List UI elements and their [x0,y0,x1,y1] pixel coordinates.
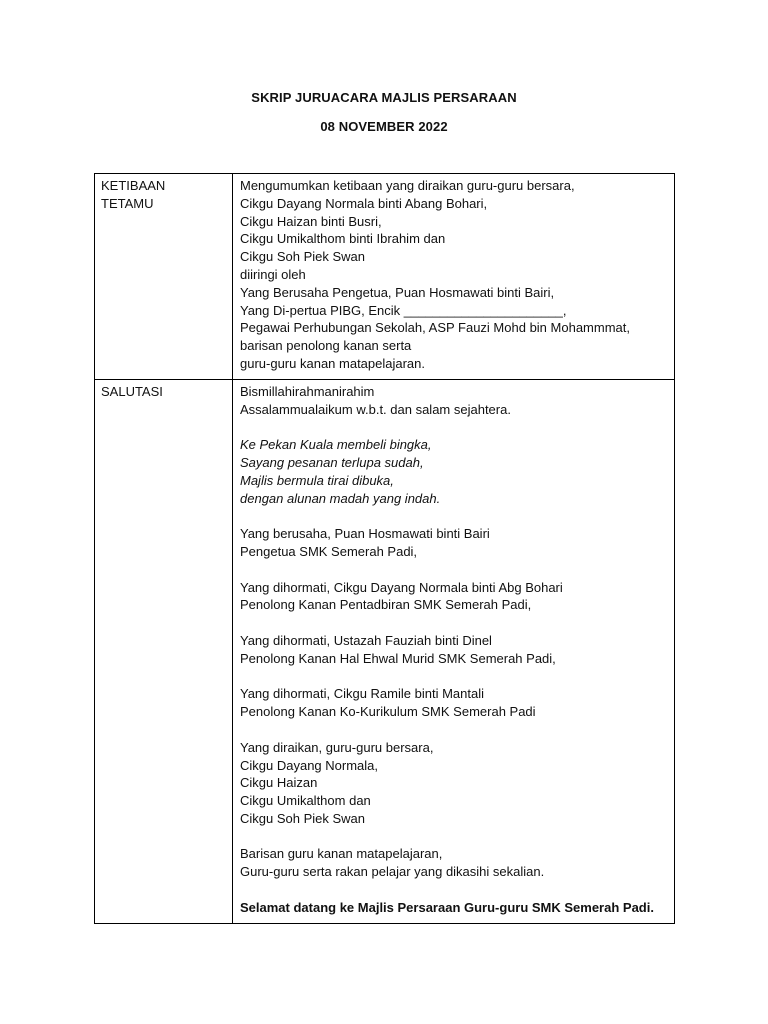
salutation-line: Guru-guru serta rakan pelajar yang dikasihi sekalian. [240,864,545,880]
salutation-line: Yang berusaha, Puan Hosmawati binti Bairi [240,526,490,542]
script-line: Cikgu Soh Piek Swan [240,249,366,265]
greeting-line: Bismillahirahmanirahim [240,383,375,399]
script-line: Mengumumkan ketibaan yang diraikan guru-guru bersara, [240,178,575,193]
table-row-ketibaan-tetamu [95,174,675,380]
salutation-line: Yang diraikan, guru-guru bersara, [240,739,434,755]
section-label-cell [95,174,233,380]
section-body-cell [233,174,675,380]
script-line: diiringi oleh [240,266,306,282]
salutation-line: Penolong Kanan Ko-Kurikulum SMK Semerah Padi [240,704,536,720]
document-date: 08 NOVEMBER 2022 [320,119,448,134]
salutation-line: Yang dihormati, Cikgu Ramile binti Mantali [240,686,484,702]
salutation-line: Cikgu Haizan [240,775,318,791]
paragraph-gap [240,418,669,436]
greeting-line: Assalammualaikum w.b.t. dan salam sejahtera. [240,401,511,417]
script-line: Pegawai Perhubungan Sekolah, ASP Fauzi Mohd bin Mohammmat, [240,320,630,336]
pantun-line: dengan alunan madah yang indah. [240,490,441,506]
paragraph-gap [240,561,669,579]
section-label-line: SALUTASI [101,383,163,399]
salutation-line: Yang dihormati, Cikgu Dayang Normala binti Abg Bohari [240,579,563,595]
script-line: Yang Berusaha Pengetua, Puan Hosmawati binti Bairi, [240,284,555,300]
salutation-line: Cikgu Dayang Normala, [240,757,379,773]
section-body-cell [233,379,675,923]
script-line: barisan penolong kanan serta [240,338,412,354]
pantun-line: Sayang pesanan terlupa sudah, [240,454,424,470]
pantun-line: Ke Pekan Kuala membeli bingka, [240,437,432,453]
script-line: guru-guru kanan matapelajaran. [240,355,426,371]
script-line: Cikgu Dayang Normala binti Abang Bohari, [240,195,488,211]
salutation-line: Yang dihormati, Ustazah Fauziah binti Dinel [240,632,492,648]
salutation-line: Pengetua SMK Semerah Padi, [240,543,418,559]
script-line: Cikgu Umikalthom binti Ibrahim dan [240,231,446,247]
salutation-line: Cikgu Soh Piek Swan [240,810,366,826]
section-label-line: KETIBAAN [101,178,166,193]
paragraph-gap [240,828,669,846]
salutation-line: Penolong Kanan Hal Ehwal Murid SMK Semerah Padi, [240,650,556,666]
salutation-line: Barisan guru kanan matapelajaran, [240,846,443,862]
closing-line: Selamat datang ke Majlis Persaraan Guru-guru SMK Semerah Padi. [240,899,654,915]
salutation-line: Penolong Kanan Pentadbiran SMK Semerah Padi, [240,597,532,613]
paragraph-gap [240,881,669,899]
paragraph-gap [240,668,669,686]
script-table [94,173,675,924]
pantun-line: Majlis bermula tirai dibuka, [240,472,394,488]
script-line: Yang Di-pertua PIBG, Encik ______________________, [240,302,567,318]
salutation-line: Cikgu Umikalthom dan [240,793,371,809]
table-row-salutasi [95,379,675,923]
paragraph-gap [240,507,669,525]
section-label-line: TETAMU [101,195,154,211]
section-label-cell [95,379,233,923]
script-line: Cikgu Haizan binti Busri, [240,213,382,229]
paragraph-gap [240,721,669,739]
paragraph-gap [240,614,669,632]
document-title: SKRIP JURUACARA MAJLIS PERSARAAN [251,90,517,105]
